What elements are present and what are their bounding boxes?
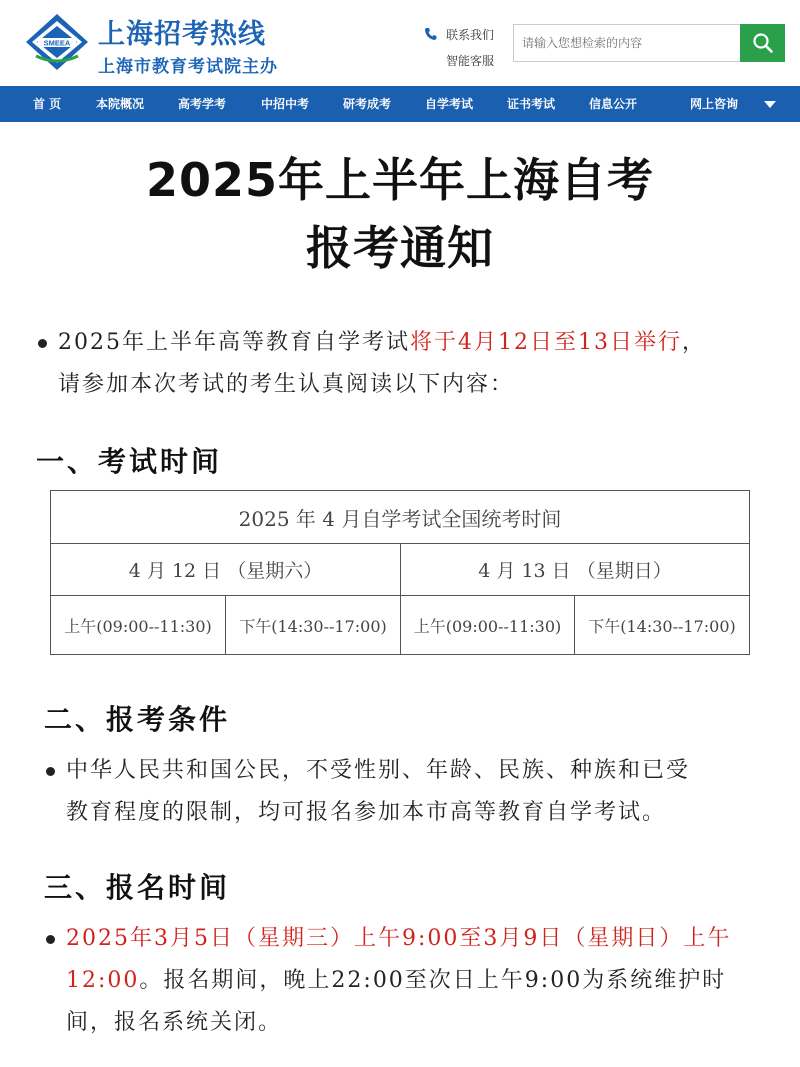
site-subtitle: 上海市教育考试院主办 bbox=[98, 57, 278, 77]
page-title bbox=[0, 146, 800, 282]
main-nav bbox=[0, 86, 800, 122]
conditions-line-2: 教育程度的限制，均可报名参加本市高等教育自学考试。 bbox=[66, 800, 667, 825]
nav-item-yankao[interactable]: 研考成考 bbox=[343, 97, 392, 111]
table-slot-cell: 下午(14:30--17:00) bbox=[226, 596, 401, 654]
nav-item-about[interactable]: 本院概况 bbox=[96, 97, 145, 111]
conditions-paragraph bbox=[46, 750, 791, 834]
section-title-registration: 三、报名时间 bbox=[44, 871, 231, 904]
registration-line-2: 。报名期间，晚上22:00至次日上午9:00为系统维护时 bbox=[139, 968, 727, 993]
table-day-cell: 4 月 12 日 （星期六） bbox=[51, 544, 401, 596]
contact-label: 联系我们 bbox=[446, 27, 495, 42]
registration-line-3: 间，报名系统关闭。 bbox=[66, 1010, 283, 1035]
nav-item-consult[interactable]: 网上咨询 bbox=[690, 97, 739, 111]
service-label: 智能客服 bbox=[446, 53, 495, 68]
intro-line-2: 请参加本次考试的考生认真阅读以下内容： bbox=[58, 372, 515, 397]
nav-item-info[interactable]: 信息公开 bbox=[589, 97, 638, 111]
nav-item-zikao[interactable]: 自学考试 bbox=[425, 97, 474, 111]
bullet-icon bbox=[46, 935, 55, 944]
site-name[interactable]: 上海招考热线 bbox=[98, 19, 266, 50]
contact-link[interactable] bbox=[424, 24, 494, 44]
table-slot-cell: 上午(09:00--11:30) bbox=[401, 596, 575, 654]
table-day-cell: 4 月 13 日 （星期日） bbox=[401, 544, 749, 596]
contact-area bbox=[424, 24, 494, 76]
conditions-line-1: 中华人民共和国公民，不受性别、年龄、民族、种族和已受 bbox=[66, 758, 691, 783]
table-slot-cell: 下午(14:30--17:00) bbox=[588, 616, 736, 636]
exam-time-table bbox=[50, 490, 750, 655]
bullet-icon bbox=[38, 339, 47, 348]
intro-text: 2025年上半年高等教育自学考试 bbox=[58, 330, 410, 355]
nav-item-gaokao[interactable]: 高考学考 bbox=[178, 97, 227, 111]
registration-paragraph bbox=[46, 918, 791, 1044]
intro-paragraph bbox=[38, 322, 788, 406]
search-button[interactable] bbox=[740, 24, 785, 62]
smart-service-link[interactable] bbox=[424, 50, 494, 70]
nav-item-certificate[interactable]: 证书考试 bbox=[507, 97, 556, 111]
intro-highlight: 将于4月12日至13日举行 bbox=[410, 330, 682, 355]
title-line-2: 报考通知 bbox=[306, 221, 494, 275]
search-input[interactable] bbox=[514, 25, 741, 61]
section-title-exam-time: 一、考试时间 bbox=[36, 445, 223, 478]
title-line-1: 2025年上半年上海自考 bbox=[145, 153, 655, 207]
phone-icon bbox=[424, 27, 438, 41]
logo-text: SMEEA bbox=[43, 38, 71, 48]
table-slot-cell: 上午(09:00--11:30) bbox=[51, 596, 226, 654]
table-header: 2025 年 4 月自学考试全国统考时间 bbox=[51, 491, 749, 544]
search-box bbox=[513, 24, 741, 62]
nav-item-home[interactable]: 首 页 bbox=[33, 97, 62, 111]
search-icon bbox=[752, 32, 774, 54]
site-header bbox=[0, 0, 800, 86]
registration-line-1: 2025年3月5日（星期三）上午9:00至3月9日（星期日）上午 bbox=[66, 926, 732, 951]
nav-item-zhongkao[interactable]: 中招中考 bbox=[261, 97, 310, 111]
nav-dropdown-icon[interactable] bbox=[764, 101, 776, 108]
registration-time-end: 12:00 bbox=[66, 968, 140, 993]
smeea-logo-icon[interactable] bbox=[22, 12, 92, 72]
section-title-conditions: 二、报考条件 bbox=[44, 703, 231, 736]
intro-comma: ， bbox=[682, 330, 707, 355]
bullet-icon bbox=[46, 767, 55, 776]
